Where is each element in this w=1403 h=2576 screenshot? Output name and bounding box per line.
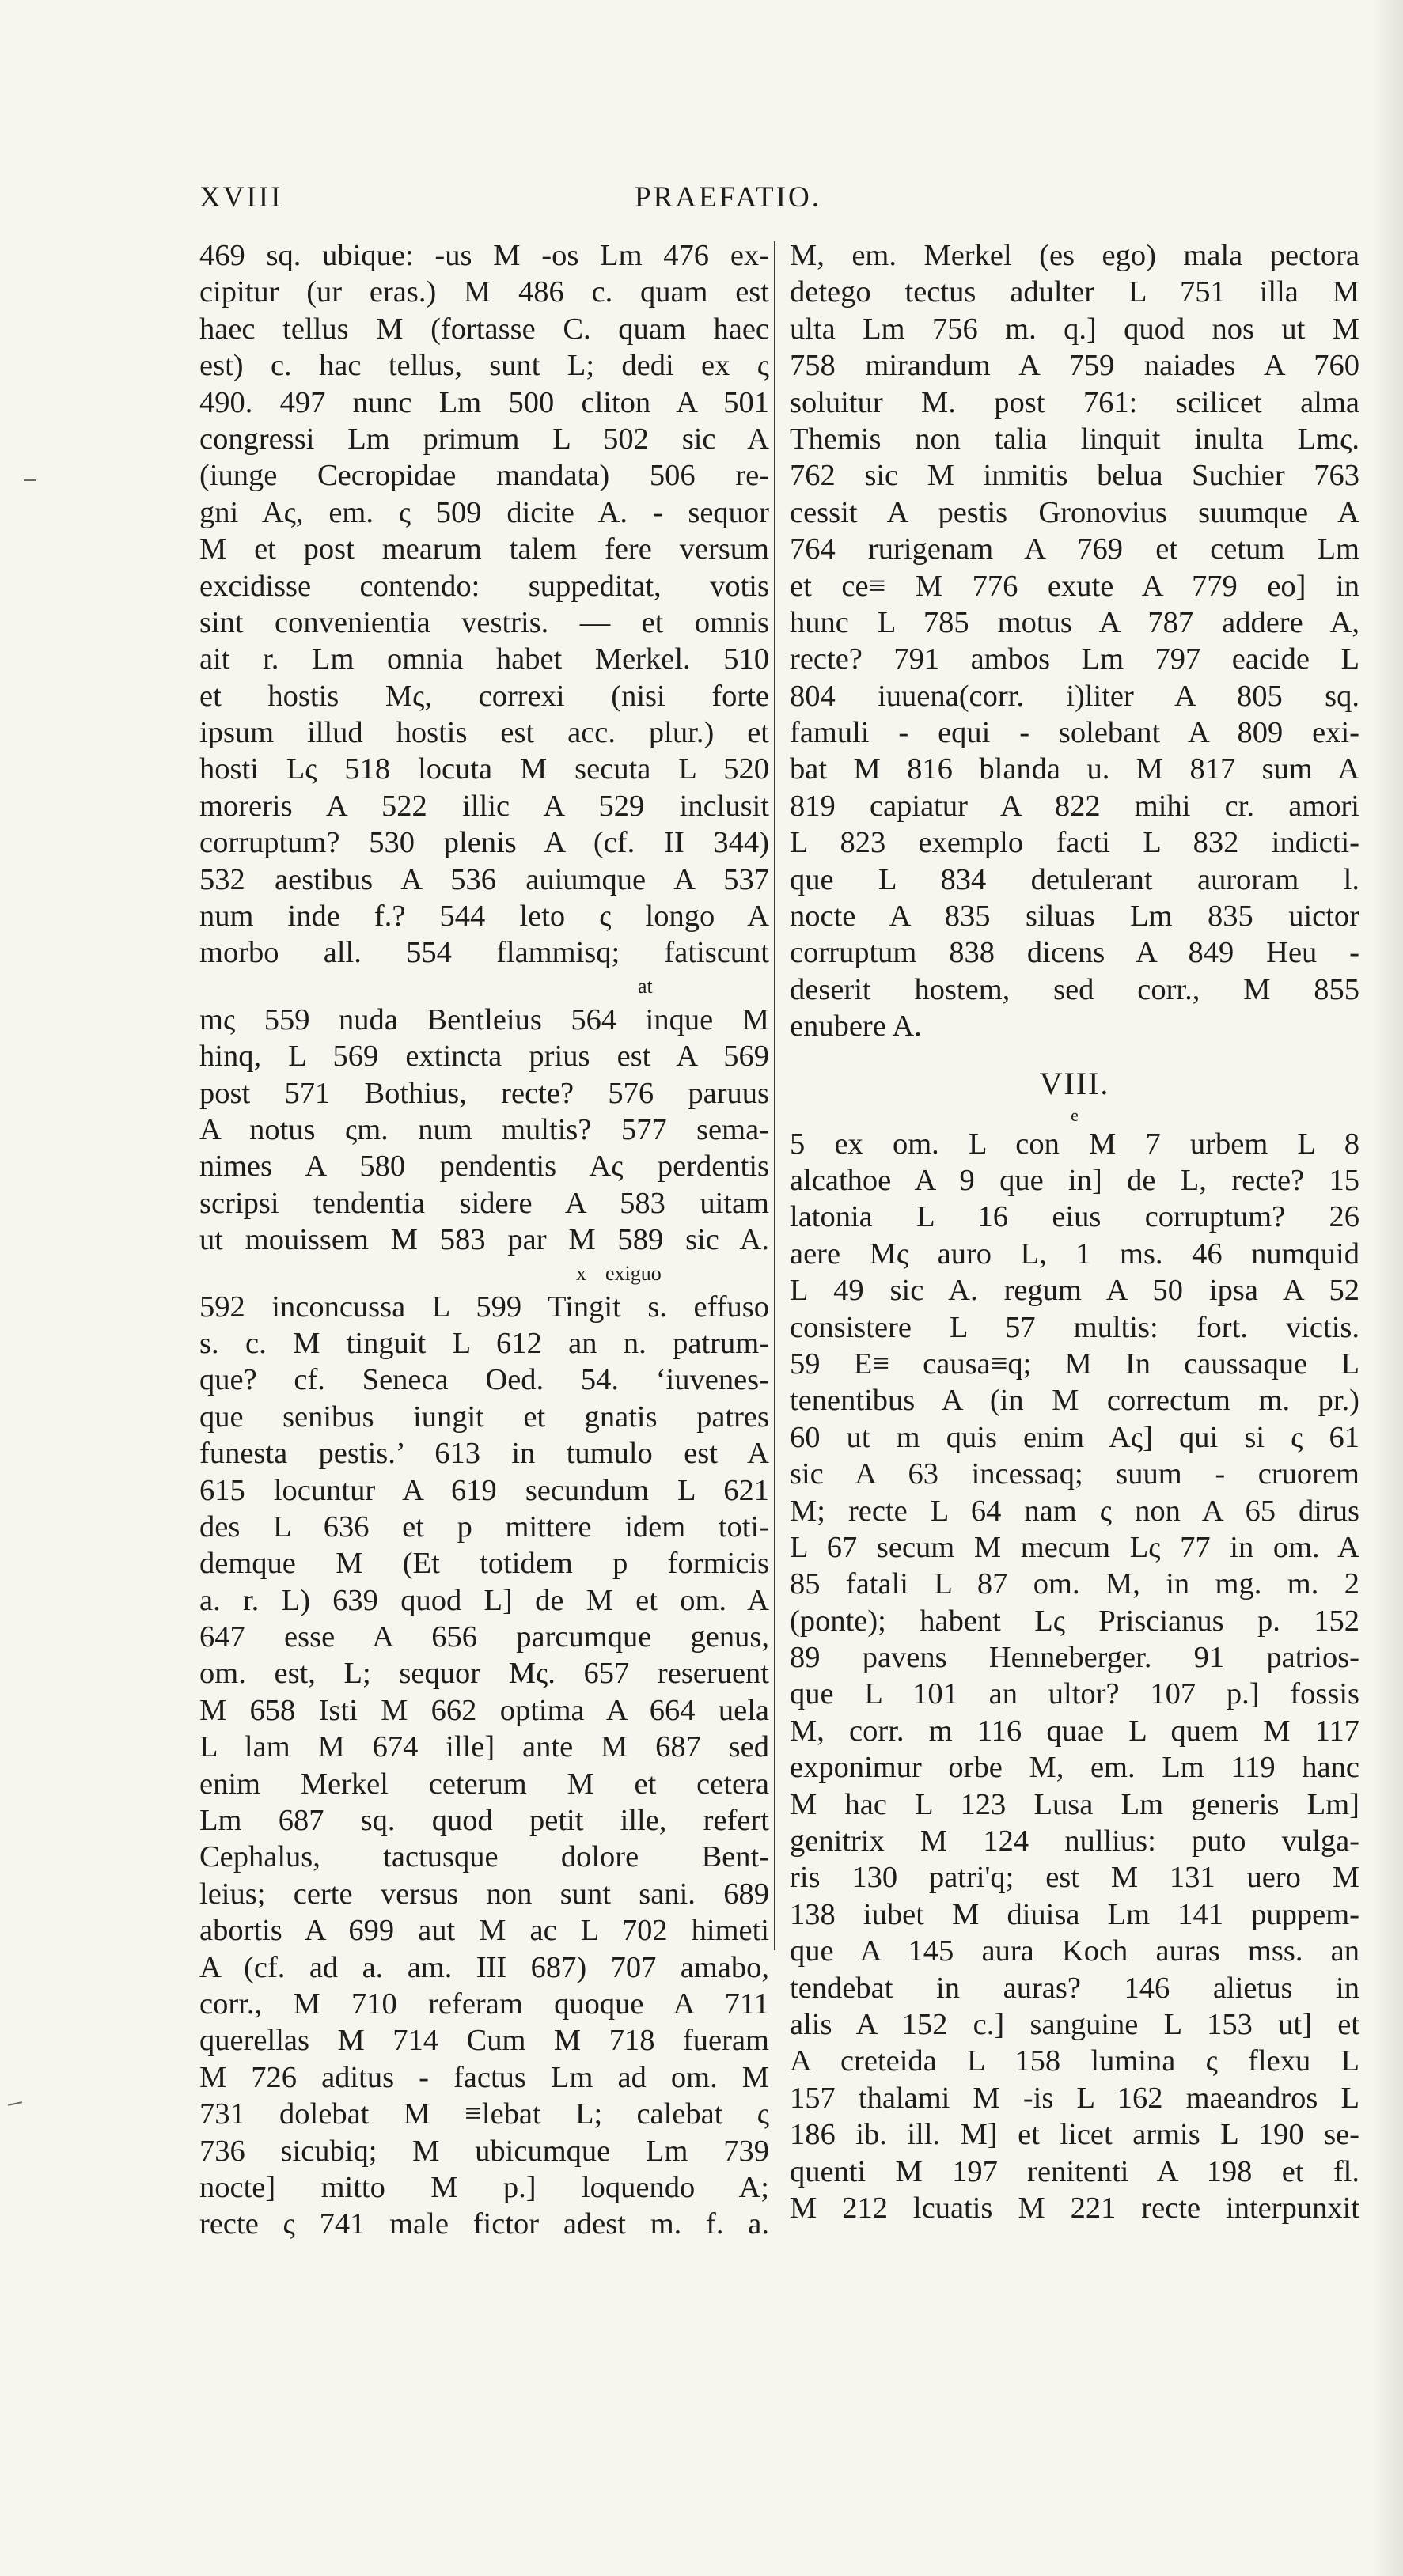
apparatus-line: que L 101 an ultor? 107 p.] fossis [790,1677,1359,1711]
left-column [199,237,769,2243]
apparatus-line: 469 sq. ubique: -us M -os Lm 476 ex- [199,239,769,272]
apparatus-line: corruptum 838 dicens A 849 Heu - [790,936,1359,970]
apparatus-line: mς 559 nuda Bentleius 564 inque M [199,1002,769,1036]
apparatus-line: enim Merkel ceterum M et cetera [199,1767,769,1801]
apparatus-line: funesta pestis.’ 613 in tumulo est A [199,1437,769,1471]
apparatus-line: s. c. M tinguit L 612 an n. patrum- [199,1326,769,1360]
left-column-block-b [199,1002,769,1259]
apparatus-line: abortis A 699 aut M ac L 702 himeti [199,1914,769,1948]
apparatus-line: exponimur orbe M, em. Lm 119 hanc [790,1751,1359,1785]
apparatus-line: cipitur (ur eras.) M 486 c. quam est [199,275,769,309]
apparatus-line: aere Mς auro L, 1 ms. 46 numquid [790,1237,1359,1271]
apparatus-line: hinq, L 569 extincta prius est A 569 [199,1040,769,1074]
apparatus-line: hosti Lς 518 locuta M secuta L 520 [199,752,769,786]
running-title: PRAEFATIO. [635,181,821,214]
apparatus-line: genitrix M 124 nullius: puto vulga- [790,1824,1359,1858]
apparatus-line: des L 636 et p mittere idem toti- [199,1510,769,1544]
apparatus-line: ulta Lm 756 m. q.] quod nos ut M [790,312,1359,346]
apparatus-line: corruptum? 530 plenis A (cf. II 344) [199,826,769,860]
apparatus-line: excidisse contendo: suppeditat, votis [199,569,769,603]
apparatus-line: et hostis Mς, correxi (nisi forte [199,679,769,713]
column-divider [774,241,775,1950]
apparatus-line: 532 aestibus A 536 auiumque A 537 [199,862,769,896]
apparatus-line: 731 dolebat M ≡lebat L; calebat ς [199,2097,769,2131]
apparatus-line: cessit A pestis Gronovius suumque A [790,495,1359,529]
apparatus-line: ait r. Lm omnia habet Merkel. 510 [199,642,769,676]
page-edge-shadow [1371,0,1403,2576]
apparatus-line: 490. 497 nunc Lm 500 cliton A 501 [199,385,769,419]
apparatus-line: soluitur M. post 761: scilicet alma [790,385,1359,419]
apparatus-line: M 658 Isti M 662 optima A 664 uela [199,1693,769,1727]
apparatus-line: corr., M 710 referam quoque A 711 [199,1987,769,2021]
right-column-block-a [790,237,1359,1045]
apparatus-line: sint convenientia vestris. — et omnis [199,605,769,639]
apparatus-line: que A 145 aura Koch auras mss. an [790,1934,1359,1968]
apparatus-line: 157 thalami M -is L 162 maeandros L [790,2081,1359,2115]
apparatus-line: post 571 Bothius, recte? 576 paruus [199,1076,769,1110]
interlinear-note [199,972,769,1002]
interlinear-exiguo: exiguo [605,1261,662,1285]
apparatus-line: quenti M 197 renitenti A 198 et fl. [790,2154,1359,2188]
apparatus-line: M; recte L 64 nam ς non A 65 dirus [790,1494,1359,1528]
apparatus-line: 647 esse A 656 parcumque genus, [199,1620,769,1654]
apparatus-line: 758 mirandum A 759 naiades A 760 [790,349,1359,383]
apparatus-line: recte? 791 ambos Lm 797 eacide L [790,642,1359,676]
apparatus-line: deserit hostem, sed corr., M 855 [790,972,1359,1006]
apparatus-line: 186 ib. ill. M] et licet armis L 190 se- [790,2118,1359,2152]
apparatus-line: enubere A. [790,1010,922,1044]
right-column [790,237,1359,2226]
apparatus-line: demque M (Et totidem p formicis [199,1547,769,1581]
apparatus-line: 60 ut m quis enim Aς] qui si ς 61 [790,1420,1359,1454]
apparatus-line: hunc L 785 motus A 787 addere A, [790,605,1359,639]
apparatus-line: alis A 152 c.] sanguine L 153 ut] et [790,2007,1359,2041]
apparatus-line: haec tellus M (fortasse C. quam haec [199,312,769,346]
apparatus-line: bat M 816 blanda u. M 817 sum A [790,752,1359,786]
apparatus-line: ris 130 patri'q; est M 131 uero M [790,1861,1359,1895]
margin-mark [8,2101,22,2106]
apparatus-line: 762 sic M inmitis belua Suchier 763 [790,459,1359,493]
page-number: XVIII [199,181,283,214]
apparatus-line: 592 inconcussa L 599 Tingit s. effuso [199,1290,769,1324]
left-column-block-c [199,1289,769,2243]
apparatus-line: 819 capiatur A 822 mihi cr. amori [790,789,1359,823]
apparatus-line: scripsi tendentia sidere A 583 uitam [199,1186,769,1220]
apparatus-line: recte ς 741 male fictor adest m. f. a. [199,2207,769,2241]
apparatus-line: detego tectus adulter L 751 illa M [790,275,1359,309]
apparatus-line: congressi Lm primum L 502 sic A [199,422,769,456]
apparatus-line: 736 sicubiq; M ubicumque Lm 739 [199,2134,769,2168]
apparatus-line: L 67 secum M mecum Lς 77 in om. A [790,1530,1359,1564]
apparatus-line: que senibus iungit et gnatis patres [199,1400,769,1434]
apparatus-line: a. r. L) 639 quod L] de M et om. A [199,1583,769,1617]
apparatus-line: morbo all. 554 flammisq; fatiscunt [199,936,769,970]
left-column-block-a [199,237,769,972]
apparatus-line: que L 834 detulerant auroram l. [790,862,1359,896]
section-heading: VIII. [1039,1065,1110,1101]
apparatus-line: tenentibus A (in M correctum m. pr.) [790,1384,1359,1418]
apparatus-line: 804 iuuena(corr. i)liter A 805 sq. [790,679,1359,713]
apparatus-line: A notus ςm. num multis? 577 sema- [199,1112,769,1146]
apparatus-line: M 212 lcuatis M 221 recte interpunxit [790,2191,1359,2225]
apparatus-line: tendebat in auras? 146 alietus in [790,1971,1359,2005]
interlinear-at: at [638,974,653,998]
apparatus-line: M 726 aditus - factus Lm ad om. M [199,2060,769,2094]
apparatus-line: num inde f.? 544 leto ς longo A [199,900,769,934]
interlinear-note [199,1259,769,1289]
apparatus-line: Cephalus, tactusque dolore Bent- [199,1840,769,1874]
apparatus-line: latonia L 16 eius corruptum? 26 [790,1200,1359,1234]
apparatus-line: A creteida L 158 lumina ς flexu L [790,2044,1359,2078]
apparatus-line: 5 ex om. L con M 7 urbem L 8 [790,1127,1359,1161]
apparatus-line: moreris A 522 illic A 529 inclusit [199,789,769,823]
apparatus-line: nocte A 835 siluas Lm 835 uictor [790,900,1359,934]
apparatus-line: famuli - equi - solebant A 809 exi- [790,716,1359,750]
apparatus-line: M et post mearum talem fere versum [199,532,769,566]
section-mark: e [1071,1104,1079,1125]
apparatus-line: om. est, L; sequor Mς. 657 reseruent [199,1657,769,1691]
apparatus-line: Lm 687 sq. quod petit ille, refert [199,1804,769,1838]
apparatus-line: Themis non talia linquit inulta Lmς. [790,422,1359,456]
apparatus-line: 85 fatali L 87 om. M, in mg. m. 2 [790,1567,1359,1601]
apparatus-line: ut mouissem M 583 par M 589 sic A. [199,1223,769,1257]
apparatus-line: A (cf. ad a. am. III 687) 707 amabo, [199,1950,769,1984]
apparatus-line: sic A 63 incessaq; suum - cruorem [790,1457,1359,1491]
apparatus-line: 89 pavens Henneberger. 91 patrios- [790,1641,1359,1675]
apparatus-line: consistere L 57 multis: fort. victis. [790,1310,1359,1344]
apparatus-line: leius; certe versus non sunt sani. 689 [199,1877,769,1911]
right-column-block-b [790,1126,1359,2227]
apparatus-line: L 49 sic A. regum A 50 ipsa A 52 [790,1274,1359,1308]
apparatus-line: M, corr. m 116 quae L quem M 117 [790,1714,1359,1748]
page-header [199,166,1257,214]
apparatus-line: 615 locuntur A 619 secundum L 621 [199,1473,769,1507]
interlinear-x: x [576,1261,586,1285]
apparatus-line: 764 rurigenam A 769 et cetum Lm [790,532,1359,566]
apparatus-line: 138 iubet M diuisa Lm 141 puppem- [790,1897,1359,1931]
apparatus-line: ipsum illud hostis est acc. plur.) et [199,716,769,750]
apparatus-line: nocte] mitto M p.] loquendo A; [199,2170,769,2204]
apparatus-line: querellas M 714 Cum M 718 fueram [199,2024,769,2058]
apparatus-line: M hac L 123 Lusa Lm generis Lm] [790,1787,1359,1821]
margin-mark [24,479,36,481]
apparatus-line: nimes A 580 pendentis Aς perdentis [199,1150,769,1184]
apparatus-line: L 823 exemplo facti L 832 indicti- [790,826,1359,860]
apparatus-line: 59 E≡ causa≡q; M In caussaque L [790,1347,1359,1381]
apparatus-line: et ce≡ M 776 exute A 779 eo] in [790,569,1359,603]
apparatus-line: (iunge Cecropidae mandata) 506 re- [199,459,769,493]
apparatus-line: alcathoe A 9 que in] de L, recte? 15 [790,1163,1359,1197]
apparatus-line: est) c. hac tellus, sunt L; dedi ex ς [199,349,769,383]
apparatus-line: (ponte); habent Lς Priscianus p. 152 [790,1604,1359,1638]
apparatus-line: gni Aς, em. ς 509 dicite A. - sequor [199,495,769,529]
apparatus-line: que? cf. Seneca Oed. 54. ‘iuvenes- [199,1363,769,1397]
apparatus-line: M, em. Merkel (es ego) mala pectora [790,239,1359,272]
apparatus-line: L lam M 674 ille] ante M 687 sed [199,1730,769,1764]
